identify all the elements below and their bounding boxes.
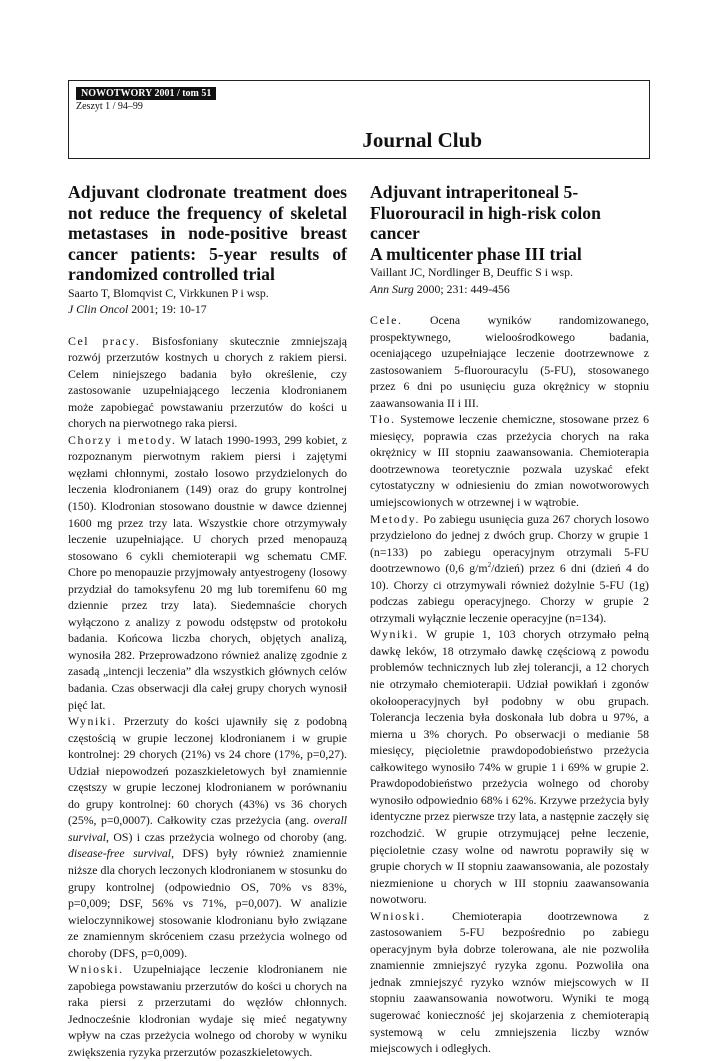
right-article [370, 182, 649, 1057]
right-article-title [370, 182, 649, 264]
right-article-authors: Vaillant JC, Nordlinger B, Deuffic S i wsp. [370, 265, 573, 279]
right-article-abstract [370, 312, 649, 1057]
section-title: Journal Club [362, 128, 482, 152]
right-title-line-1: Adjuvant intraperitoneal 5-Fluorouracil in high-risk colon cancer [370, 182, 601, 243]
right-aim-text: Ocena wyników randomizowanego, prospektywnego, wieloośrodkowego badania, oceniającego uzupełniające leczenie dootrzewnowe z zastosowaniem 5-fluorouracylu (5-FU), stosowanego przez 6 dni po usunięciu guza okrężnicy w stopniu zaawansowania II i III. [370, 313, 649, 410]
right-results-paragraph [370, 626, 649, 907]
left-journal-name: J Clin Oncol [68, 302, 129, 316]
left-results-heading: Wyniki. [68, 714, 117, 729]
right-conclusions-text: Chemioterapia dootrzewnowa z zastosowaniem 5-FU bezpośrednio po zabiegu operacyjnym była dobrze tolerowana, ale nie pozwoliła znamiennie zmniejszyć ryzyka zgonu. Pozwoliła ona jednak zmniejszyć ryzyko wznów miejscowych w II stopniu zaawansowania nowotworu. Wyniki te mogą sugerować konieczność jej skojarzenia z chemioterapią systemową w celu zmniejszenia liczby wznów miejscowych i odległych. [370, 908, 649, 1056]
journal-badge: NOWOTWORY 2001 / tom 51 [76, 87, 216, 100]
issue-number: Zeszyt 1 / 94–99 [76, 101, 143, 112]
left-aim-paragraph [68, 333, 347, 432]
left-article-authors: Saarto T, Blomqvist C, Virkkunen P i wsp. [68, 285, 269, 300]
right-background-text: Systemowe leczenie chemiczne, stosowane przez 6 miesięcy, poprawia czas przeżycia chorych na raka okrężnicy w III stopniu zaawansowania. Chemioterapia dootrzewnowa teoretycznie pozwala uzyskać efekt cytostatyczny w odniesieniu do zmian nowotworowych umiejscowionych w otrzewnej i w wątrobie. [370, 412, 649, 510]
left-results-text-2: , OS) i czas przeżycia wolnego od choroby (ang. [106, 829, 347, 844]
left-methods-text: W latach 1990-1993, 299 kobiet, z rozpoznanym pierwotnym rakiem piersi i zajętymi węzłami chłonnymi, zostało losowo przydzielonych do leczenia klodronianem (149) oraz do grupy kontrolnej (150). Klodronian stosowano doustnie w dawce dziennej 1600 mg przez trzy lata. Wszystkie chore otrzymywały leczenie uzupełniające. U chorych przed menopauzą stosowano 6 cykli chemioterapii wg schematu CMF. Chore po menopauzie przyjmowały antyestrogeny (losowy przydział do tamoksyfenu 20 mg lub toremifenu 60 mg dziennie przez trzy lata). Siedemnaście chorych wyłączono z analizy z powodu odstępstw od protokołu badania. Końcowa liczba chorych, objętych analizą, wynosiła 282. Przeprowadzono również analizę zgodnie z zasadą „intencji leczenia” dla wszystkich głównych celów badania. Czas obserwacji dla całej grupy chorych wynosił pięć lat. [68, 432, 348, 712]
left-article-citation [68, 301, 347, 318]
right-journal-ref: 2000; 231: 449-456 [413, 281, 510, 296]
right-conclusions-heading: Wnioski. [370, 908, 426, 923]
right-methods-heading: Metody. [370, 511, 421, 526]
right-results-heading: Wyniki. [370, 627, 419, 642]
left-conclusions-heading: Wnioski. [68, 962, 124, 977]
right-methods-paragraph [370, 511, 649, 627]
left-results-paragraph [68, 713, 347, 961]
left-conclusions-paragraph [68, 961, 347, 1060]
right-article-citation [370, 281, 649, 298]
right-journal-name: Ann Surg [370, 281, 414, 296]
journal-header-box [68, 80, 650, 159]
right-title-line-2: A multicenter phase III trial [370, 243, 582, 264]
right-methods-text-2: /dzień) przez 6 dni (dzień 4 do 10). Chorzy ci otrzymywali również dożylnie 5-FU (1g) podczas zabiegu operacyjnego. Chorzy w grupie 2 otrzymali wyłącznie leczenie operacyjne (n=134). [370, 561, 649, 625]
right-background-paragraph [370, 411, 649, 510]
right-aim-heading: Cele. [370, 313, 403, 327]
left-methods-paragraph [68, 432, 347, 713]
right-methods-text-1: Po zabiegu usunięcia guza 267 chorych losowo przydzielono do jednej z dwóch grup. Chorzy w grupie 1 (n=133) po zabiegu operacyjnym otrzymali 5-FU dootrzewnowo (0,6 g/m [370, 511, 649, 576]
left-conclusions-text: Uzupełniające leczenie klodronianem nie zapobiega powstawaniu przerzutów do kości u chorych na raka piersi z przerzutami do węzłów chłonnych. Jednocześnie klodronian wydaje się mieć negatywny wpływ na czas przeżycia wolnego od choroby w wyniku zwiększenia ryzyka przerzutów pozaszkieletowych. [68, 962, 347, 1060]
left-methods-heading: Chorzy i metody. [68, 432, 177, 447]
left-aim-heading: Cel pracy. [68, 333, 141, 348]
right-methods-superscript: 2 [487, 561, 492, 570]
right-aim-paragraph [370, 312, 649, 411]
left-results-term-1: overall survival [68, 813, 347, 844]
left-results-text-1: Przerzuty do kości ujawniły się z podobną częstością w grupie leczonej klodronianem i w grupie kontrolnej: 29 chorych (21%) vs 24 chore (17%, p=0,27). Udział niepowodzeń pozaszkieletowych był znamiennie częstszy w grupie leczonej klodronianem w porównaniu do grupy kontrolnej: 60 chorych (43%) vs 36 chorych (25%, p=0,0007). Całkowity czas przeżycia (ang. [68, 714, 347, 828]
left-article-title: Adjuvant clodronate treatment does not reduce the frequency of skeletal metastases in node-positive breast cancer patients: 5-year results of randomized controlled trial [68, 182, 347, 284]
left-results-term-2: disease-free survival [68, 846, 172, 861]
left-aim-text: Bisfosfoniany skutecznie zmniejszają rozwój przerzutów kostnych u chorych z rakiem piersi. Celem niniejszego badania było określenie, czy zastosowanie uzupełniającego leczenia klodronianem może zapobiegać powstawaniu przerzutów do kości u chorych na pierwotnego raka piersi. [68, 333, 347, 431]
right-results-text: W grupie 1, 103 chorych otrzymało pełną dawkę leków, 18 otrzymało dawkę częściową z powodu problemów technicznych lub złej tolerancji, a 12 chorych nie otrzymało chemioterapii. Udział powikłań i zgonów okołooperacyjnych był podobny w obu grupach. Tolerancja leczenia była doskonała lub dobra u 97%, a mierna u 3% chorych. Po obserwacji o medianie 58 miesięcy, pięcioletnie prawdopodobieństwo przeżycia całkowitego wynosiło 74% w grupie 1 i 69% w grupie 2. Prawdopodobieństwo przeżycia wolnego od choroby wynosiło odpowiednio 68% i 62%. Krzywe przeżycia były identyczne przez pierwsze trzy lata, a następnie zaczęły się rozchodzić. W grupie otrzymującej pełne leczenie, pięcioletnie czasy wolne od nawrotu poprawiły się w grupie chorych w II stopniu zaawansowania, ale pozostały niezmienione u chorych w III stopniu zaawansowania nowotworu. [370, 627, 649, 907]
left-article [68, 182, 347, 1061]
right-background-heading: Tło. [370, 412, 396, 427]
left-journal-ref: 2001; 19: 10-17 [128, 302, 207, 316]
left-article-abstract [68, 333, 347, 1061]
right-conclusions-paragraph [370, 908, 649, 1057]
left-results-text-3: , DFS) były również znamiennie niższe dla chorych leczonych klodronianem w stosunku do grupy kontrolnej (odpowiednio OS, 70% vs 83%, p=0,009; DSF, 56% vs 71%, p=0,007). W analizie wieloczynnikowej stosowanie klodronianu było związane ze znamiennym skróceniem czasu przeżycia wolnego od choroby (DFS, p=0,009). [68, 846, 348, 960]
